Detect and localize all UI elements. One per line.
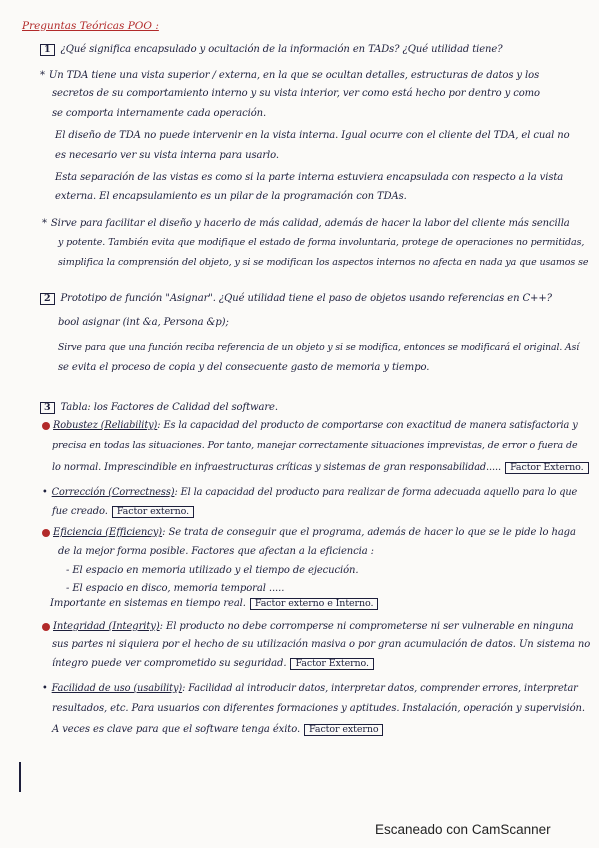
answer-line: y potente. También evita que modifique el estado de forma involuntaria, protege de operaciones no permitidas, <box>58 237 585 248</box>
factor-name: Robustez (Reliability) <box>53 420 158 431</box>
factor-correccion: • Corrección (Correctness): El la capacidad del producto para realizar de forma adecuada aquello para lo que <box>42 487 578 498</box>
answer-line: * Un TDA tiene una vista superior / externa, en la que se ocultan detalles, estructuras de datos y los <box>40 70 540 81</box>
answer-line: lo normal. Imprescindible en infraestructuras críticas y sistemas de gran responsabilidad..... Factor Externo. <box>52 462 589 474</box>
answer-line: de la mejor forma posible. Factores que afectan a la eficiencia : <box>58 546 374 557</box>
answer-line: secretos de su comportamiento interno y su vista interior, ver como está hecho por dentro y como <box>52 88 540 99</box>
question-number: 3 <box>40 402 55 414</box>
asterisk-icon: * <box>40 70 45 81</box>
factor-integridad: Integridad (Integrity): El producto no debe corromperse ni comprometerse ni ser vulnerable en ninguna <box>42 622 574 632</box>
margin-stroke <box>19 762 21 792</box>
answer-line: Sirve para que una función reciba referencia de un objeto y si se modifica, entonces se modificará el original. Así <box>58 342 580 353</box>
answer-line: - El espacio en memoria utilizado y el tiempo de ejecución. <box>66 565 359 576</box>
answer-line: Esta separación de las vistas es como si la parte interna estuviera encapsulada con respecto a la vista <box>55 172 564 183</box>
question-text: ¿Qué significa encapsulado y ocultación de la información en TADs? ¿Qué utilidad tiene? <box>60 44 503 55</box>
question-number: 2 <box>40 293 55 305</box>
answer-line: * Sirve para facilitar el diseño y hacerlo de más calidad, además de hacer la labor del cliente más sencilla <box>42 218 570 229</box>
factor-name: Facilidad de uso (usability) <box>51 683 183 694</box>
scanner-watermark: Escaneado con CamScanner <box>375 822 551 837</box>
factor-robustez: Robustez (Reliability): Es la capacidad del producto de comportarse con exactitud de manera satisfactoria y <box>42 421 578 431</box>
factor-name: Integridad (Integrity) <box>53 621 160 632</box>
answer-line: Importante en sistemas en tiempo real. Factor externo e Interno. <box>50 598 378 610</box>
factor-tag: Factor Externo. <box>290 658 374 670</box>
bullet-dot-icon: • <box>42 487 48 498</box>
question-number: 1 <box>40 44 55 56</box>
answer-line: externa. El encapsulamiento es un pilar de la programación con TDAs. <box>55 191 407 202</box>
factor-eficiencia: Eficiencia (Efficiency): Se trata de conseguir que el programa, además de hacer lo que se le pide lo haga <box>42 528 576 538</box>
answer-line: fue creado. Factor externo. <box>52 506 194 518</box>
answer-line: es necesario ver su vista interna para usarlo. <box>55 150 279 161</box>
answer-line: sus partes ni siquiera por el hecho de su utilización masiva o por gran acumulación de datos. Un sistema no <box>52 639 591 650</box>
page-title: Preguntas Teóricas POO : <box>22 20 159 32</box>
question-3 <box>40 402 278 414</box>
factor-tag: Factor externo <box>304 724 383 736</box>
factor-tag: Factor externo e Interno. <box>250 598 379 610</box>
answer-line: se comporta internamente cada operación. <box>52 108 267 119</box>
answer-line: simplifica la comprensión del objeto, y si se modifican los aspectos internos no afecta en nada ya que usamos se <box>58 257 589 268</box>
answer-line: resultados, etc. Para usuarios con diferentes formaciones y aptitudes. Instalación, operación y supervisión. <box>52 703 585 714</box>
answer-line: íntegro puede ver comprometido su seguridad. Factor Externo. <box>52 658 374 670</box>
answer-line: A veces es clave para que el software tenga éxito. Factor externo <box>52 724 383 736</box>
answer-line: El diseño de TDA no puede intervenir en la vista interna. Igual ocurre con el cliente del TDA, el cual no <box>55 130 570 141</box>
factor-facilidad-de-uso: • Facilidad de uso (usability): Facilidad al introducir datos, interpretar datos, comprender errores, interpretar <box>42 683 578 694</box>
question-text: Tabla: los Factores de Calidad del software. <box>60 402 278 413</box>
question-text: Prototipo de función "Asignar". ¿Qué utilidad tiene el paso de objetos usando referencias en C++? <box>60 293 552 304</box>
bullet-dot-icon: • <box>42 683 48 694</box>
factor-name: Corrección (Correctness) <box>51 487 175 498</box>
bullet-circle-icon <box>42 422 50 430</box>
answer-line: - El espacio en disco, memoria temporal ..... <box>66 583 285 594</box>
bullet-circle-icon <box>42 623 50 631</box>
answer-line: se evita el proceso de copia y del consecuente gasto de memoria y tiempo. <box>58 362 430 373</box>
answer-line: bool asignar (int &a, Persona &p); <box>58 317 229 328</box>
factor-tag: Factor Externo. <box>505 462 589 474</box>
factor-name: Eficiencia (Efficiency) <box>53 527 163 538</box>
asterisk-icon: * <box>42 218 47 229</box>
answer-line: precisa en todas las situaciones. Por tanto, manejar correctamente situaciones imprevistas, de error o fuera de <box>52 440 578 451</box>
question-1 <box>40 44 502 56</box>
question-2 <box>40 293 552 305</box>
bullet-circle-icon <box>42 529 50 537</box>
factor-tag: Factor externo. <box>112 506 194 518</box>
